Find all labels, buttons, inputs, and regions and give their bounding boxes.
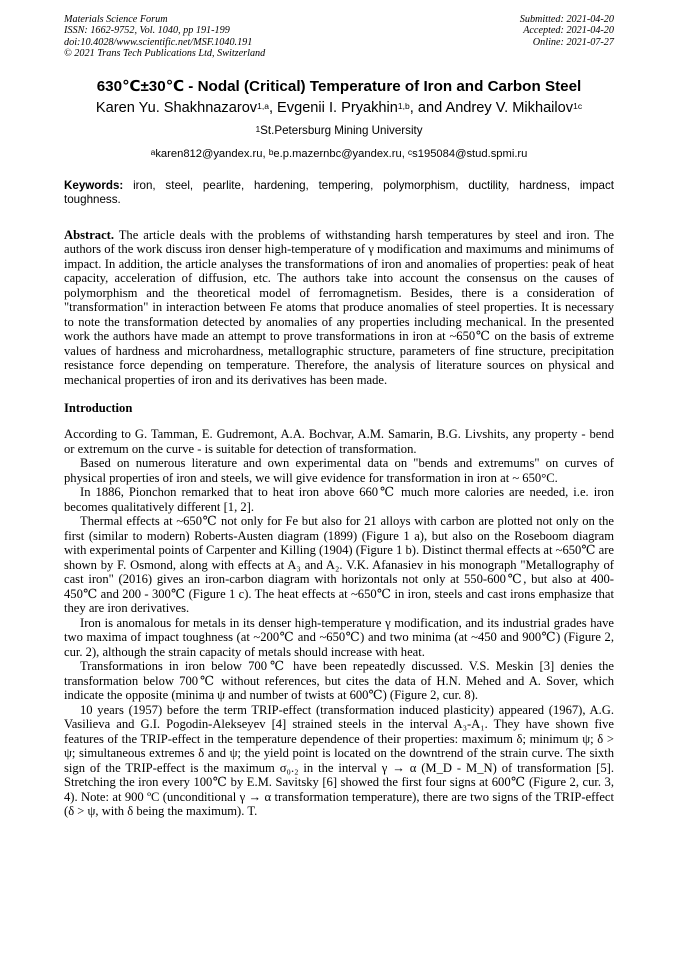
author-affiliation-mark: 1c — [573, 101, 583, 112]
paper-page — [64, 14, 614, 819]
introduction-body — [64, 427, 614, 819]
email-mark: b — [268, 147, 274, 158]
abstract-text: The article deals with the problems of withstanding harsh temperatures by steel and iron. The authors of the work discuss iron denser high-temperature of γ modification and maximums and minimums of impact. In addition, the article analyses the transformations of iron and anomalies of properties: peak of heat capacity, acceleration of diffusion, etc. The authors take into account the consensus on the causes of polymorphism and the theoretical model of ferromagnetism. Besides, there is a consideration of "transformation" in interaction between Fe atoms that produce anomalies of steel properties. It is necessary to note the transformation detected by anomalies of any properties including mechanical. In the presented work the authors have made an attempt to prove transformations in iron at ~650℃ on the basis of extreme values of hardness and microhardness, metallographic structure, parameters of fine structure, precipitation resistance force depending on temperature. Therefore, the analysis of literature sources on physical and mechanical properties of iron and its derivatives has been made. — [64, 227, 614, 387]
issn-line: ISSN: 1662-9752, Vol. 1040, pp 191-199 — [64, 25, 230, 37]
author-name: , Evgenii I. Pryakhin — [268, 100, 398, 117]
email-address: karen812@yandex.ru, — [155, 148, 269, 161]
paragraph: Iron is anomalous for metals in its denser high-temperature γ modification, and its industrial grades have two maxima of impact toughness (at ~200℃ and ~650℃) and two minima (at ~450 and 900℃) (Figure 2, cur. 2), although the strain capacity of metals should increase with heat. — [64, 615, 614, 659]
email-address: s195084@stud.spmi.ru — [412, 148, 528, 161]
abstract-label: Abstract. — [64, 227, 115, 242]
author-name: , and Andrey V. Mikhailov — [409, 100, 574, 117]
author-name: Karen Yu. Shakhnazarov — [95, 100, 258, 117]
journal-header — [64, 14, 614, 59]
email-mark: a — [150, 147, 156, 158]
email-mark: c — [407, 147, 413, 158]
online-date: Online: 2021-07-27 — [532, 36, 614, 48]
paragraph: Thermal effects at ~650℃ not only for Fe but also for 21 alloys with carbon are plotted not only on the first (similar to modern) Roberts-Austen diagram (1899) (Figure 1 a), but also on the Roseboom diagram with experimental points of Carpenter and Killing (1904) (Figure 1 b). Distinct thermal effects at ~650℃ are shown by F. Osmond, along with effects at A₃ and A₂. V.K. Afanasiev in his monograph "Metallography of cast iron" (2016) gives an iron-carbon diagram with horizontals not only at 550-600℃, but also at 400-450℃ and 200 - 300℃ (Figure 1 c). The heat effects at ~650℃ in iron, steels and cast irons emphasize that they are iron derivatives. — [64, 514, 614, 616]
dates-info — [520, 14, 614, 59]
affiliation — [64, 124, 614, 138]
affiliation-name: St.Petersburg Mining University — [260, 124, 423, 138]
publication-info — [64, 14, 265, 59]
affiliation-mark: 1 — [255, 124, 261, 135]
paragraph: Based on numerous literature and own experimental data on "bends and extremums" on curves of physical properties of iron and steels, we will give evidence for transformation in iron at ~ 650°C. — [64, 456, 614, 485]
copyright-line: © 2021 Trans Tech Publications Ltd, Switzerland — [64, 47, 266, 59]
email-address: e.p.mazernbc@yandex.ru, — [273, 148, 408, 161]
keywords — [64, 179, 614, 207]
abstract — [64, 228, 614, 388]
keywords-label: Keywords: — [64, 179, 124, 193]
journal-name: Materials Science Forum — [64, 14, 168, 25]
paragraph: Transformations in iron below 700℃ have been repeatedly discussed. V.S. Meskin [3] denies the transformation below 700℃ without references, but cites the data of H.N. Mehed and A. Sover, which indicate the opposite (minima ψ and number of twists at 600℃) (Figure 2, cur. 8). — [64, 659, 614, 703]
author-list — [64, 99, 614, 118]
author-emails — [64, 147, 614, 161]
author-affiliation-mark: 1,a — [257, 101, 269, 112]
paragraph: 10 years (1957) before the term TRIP-effect (transformation induced plasticity) appeared (1967), A.G. Vasilieva and G.I. Pogodin-Alekseyev [4] strained steels in the interval A₃-A₁. They have shown five features of the TRIP-effect in the temperature dependence of their properties: maximum δ; minimum ψ; δ > ψ; simultaneous extremes δ and ψ; the yield point is located on the downtrend of the strain curve. The sixth sign of the TRIP-effect is the maximum σ₀.₂ in the interval γ → α (M_D - M_N) of transformation [5]. Stretching the iron every 100℃ by E.M. Savitsky [6] showed the first four signs at 600℃ (Figure 2, cur. 3, 4). Note: at 900 ºC (unconditional γ → α transformation temperature), there are two signs of the TRIP-effect (δ > ψ, with δ being the maximum). T. — [64, 702, 614, 819]
section-heading-introduction: Introduction — [64, 401, 133, 416]
doi-line: doi:10.4028/www.scientific.net/MSF.1040.191 — [64, 36, 253, 48]
paragraph: In 1886, Pionchon remarked that to heat iron above 660℃ much more calories are needed, i.e. iron becomes qualitatively different [1, 2]. — [64, 485, 614, 514]
paragraph: According to G. Tamman, E. Gudremont, A.A. Bochvar, A.M. Samarin, B.G. Livshits, any property - bend or extremum on the curve - is suitable for detection of transformation. — [64, 427, 614, 456]
submitted-date: Submitted: 2021-04-20 — [519, 14, 614, 25]
paper-title: 630℃±30℃ - Nodal (Critical) Temperature of Iron and Carbon Steel — [96, 78, 582, 96]
keywords-text: iron, steel, pearlite, hardening, tempering, polymorphism, ductility, hardness, impact toughness. — [64, 179, 614, 207]
accepted-date: Accepted: 2021-04-20 — [523, 25, 614, 37]
author-affiliation-mark: 1,b — [397, 101, 410, 112]
